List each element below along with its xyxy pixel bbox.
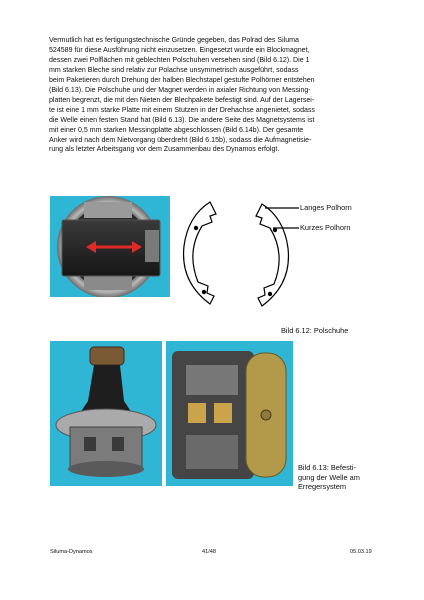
footer-page-number: 41/48 — [202, 549, 216, 555]
caption-line: Erregersystem — [298, 482, 347, 492]
footer-date: 05.03.19 — [350, 549, 372, 555]
pole-shoe-notch — [84, 437, 96, 451]
pole-shoe-bottom — [84, 276, 132, 290]
pole-shoe-right-outline — [256, 204, 288, 306]
text-line: Anker wird nach dem Nietvorgang überdreht (Bild 6.15b), sodass die Aufmagnetisie- — [49, 136, 312, 144]
rivet-hole — [202, 290, 205, 293]
text-line: Vermutlich hat es fertigungstechnische Gründe gegeben, das Polrad des Siluma — [49, 37, 299, 44]
text-line: die Welle einen festen Stand hat (Bild 6.13). Die andere Seite des Magnetsystems ist — [49, 116, 315, 124]
text-line: te ist eine 1 mm starke Platte mit einem Stutzen in der Drehachse angenietet, sodass — [49, 106, 315, 114]
rivet-hole — [194, 226, 197, 229]
brass-clip — [188, 403, 206, 423]
photo-shaft-mounting — [50, 341, 162, 486]
figure-caption-6-12: Bild 6.12: Polschuhe — [281, 326, 349, 335]
body-paragraph — [49, 36, 387, 155]
figure-caption-6-13 — [298, 463, 360, 492]
text-line: platten begrenzt, die mit den Nieten der Blechpakete befestigt sind. Auf der Lagersei- — [49, 96, 315, 104]
caption-line: Bild 6.13: Befesti- — [298, 463, 356, 472]
text-line: mit einer 0,5 mm starken Messingplatte abgeschlossen (Bild 6.14b). Der gesamte — [49, 126, 304, 134]
knurled-cap — [90, 347, 124, 365]
text-line: rung als letzter Arbeitsgang vor dem Zusammenbau des Dynamos erfolgt. — [49, 146, 280, 154]
pole-shoe-left-outline — [184, 202, 216, 304]
pole-shoe-notch — [112, 437, 124, 451]
rivet-hole — [268, 292, 271, 295]
text-line: (Bild 6.13). Die Polschuhe und der Magnet werden in axialer Richtung von Messing- — [49, 86, 311, 94]
rivet-hole — [273, 228, 276, 231]
pole-stack-lower — [186, 435, 238, 469]
caption-line: gung der Welle am — [298, 472, 360, 482]
photo-magnet-pole-shoes — [50, 196, 170, 297]
shaft-stub — [261, 410, 271, 420]
pole-shoe-top — [84, 202, 132, 218]
text-line: mm starken Bleche sind relativ zur Polachse unsymmetrisch ausgeführt, sodass — [49, 66, 299, 74]
pole-stack-upper — [186, 365, 238, 395]
bottom-ring — [68, 461, 144, 477]
footer-title: Siluma-Dynamos — [50, 549, 93, 555]
label-long-pole-horn: Langes Polhorn — [300, 203, 352, 212]
text-line: 524589 für diese Ausführung nicht einzusetzen. Eingesetzt wurde ein Blockmagnet, — [49, 46, 310, 54]
text-line: beim Paketieren durch Drehung der halben Blechstapel gestufte Polhörner entstehen — [49, 76, 315, 84]
label-short-pole-horn: Kurzes Polhorn — [300, 223, 351, 232]
photo-armature-side-view — [166, 341, 293, 486]
text-line: dessen zwei Polflächen mit geblechten Polschuhen versehen sind (Bild 6.12). Die 1 — [49, 56, 310, 64]
brass-clip — [214, 403, 232, 423]
pole-shoe-diagram — [176, 196, 301, 311]
side-clamp — [145, 230, 159, 262]
